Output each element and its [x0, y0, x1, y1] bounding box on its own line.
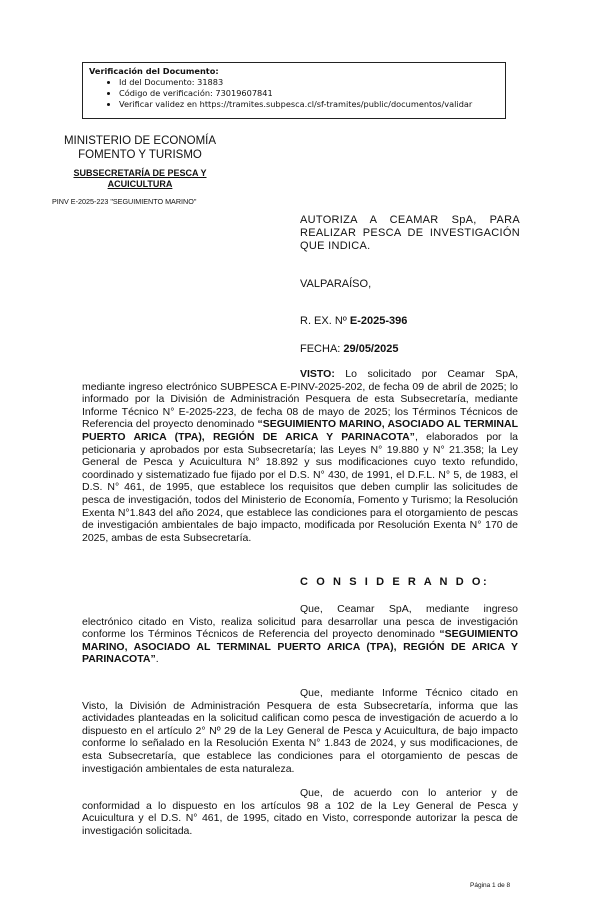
visto-label: VISTO:	[300, 368, 335, 380]
considerando-paragraph-2	[82, 687, 518, 775]
p1-text: Que, Ceamar SpA, mediante ingreso electrónico citado en Visto, realiza solicitud para desarrollar una pesca de investigación conforme los Términos Técnicos de Referencia del proyecto denominado	[82, 603, 518, 641]
p1-end: .	[155, 653, 159, 666]
pinv-reference: PINV E-2025-223 "SEGUIMIENTO MARINO"	[52, 197, 197, 206]
visto-text-b: , elaborados por la peticionaria y aprobados por esta Subsecretaría; las Leyes N° 19.880 y N° 21.358; la Ley General de Pesca y Acuicultura N° 18.892 y sus modificaciones cuyo texto refundido, coordinado y sistematizado fue fijado por el D.S. N° 430, de 1991, el D.F.L. N° 5, de 1983, el D.S. N° 461, de 1995, que establece los requisitos que deben cumplir las solicitudes de pesca de investigación, todos del Ministerio de Economía, Fomento y Turismo; la Resolución Exenta N°1.843 del año 2024, que establece las condiciones para el otorgamiento de pescas de investigación ambientales de bajo impacto, modificada por Resolución Exenta N° 170 de 2025, ambas de esta Subsecretaría.	[82, 430, 519, 544]
resolution-place: VALPARAÍSO,	[300, 278, 372, 290]
ministry-line1: MINISTERIO DE ECONOMÍA	[63, 135, 217, 147]
date-value: 29/05/2025	[343, 343, 399, 355]
considerando-paragraph-3	[82, 787, 518, 837]
ministry-line2: FOMENTO Y TURISMO	[78, 149, 202, 161]
rex-number: E-2025-396	[349, 315, 408, 327]
considerando-paragraph-1	[82, 603, 518, 666]
visto-project: “SEGUIMIENTO MARINO, ASOCIADO AL TERMINAL PUERTO ARICA (TPA), REGIÓN DE ARICA Y PARINACOTA”	[82, 418, 518, 443]
resolution-number	[300, 315, 407, 328]
verification-title: Verificación del Documento:	[89, 66, 219, 76]
subsecretaria-line2: ACUICULTURA	[107, 179, 173, 189]
verification-url[interactable]: • Verificar validez en https://tramites.subpesca.cl/sf-tramites/public/documentos/validar	[119, 99, 505, 110]
resolution-subject: AUTORIZA A CEAMAR SpA, PARA REALIZAR PESCA DE INVESTIGACIÓN QUE INDICA.	[300, 214, 520, 252]
page-number: Página 1 de 8	[470, 882, 511, 889]
subsecretaria-line1: SUBSECRETARÍA DE PESCA Y	[73, 168, 207, 178]
verification-code: • Código de verificación: 73019607841	[119, 88, 505, 99]
visto-paragraph	[82, 368, 518, 544]
resolution-date	[300, 343, 398, 356]
verification-id: • Id del Documento: 31883	[119, 77, 505, 88]
verification-box	[82, 62, 506, 119]
p1-project: “SEGUIMIENTO MARINO, ASOCIADO AL TERMINAL PUERTO ARICA (TPA), REGIÓN DE ARICA Y PARINACOTA”	[82, 628, 518, 666]
p2-text: Que, mediante Informe Técnico citado en Visto, la División de Administración Pesquera de esta Subsecretaría, informa que las actividades planteadas en la solicitud califican como pesca de investigación de acuerdo a lo dispuesto en el artículo 2° Nº 29 de la Ley General de Pesca y Acuicultura, de bajo impacto conforme lo señalado en la Resolución Exenta N° 1.843 de 2024, y sus modificaciones, de esta Subsecretaría, que establece las condiciones para el otorgamiento de pescas de investigación ambientales de esta naturaleza.	[82, 687, 518, 775]
p3-text: Que, de acuerdo con lo anterior y de conformidad a lo dispuesto en los artículos 98 a 102 de la Ley General de Pesca y Acuicultura y el D.S. N° 461, de 1995, citado en Visto, corresponde autorizar la pesca de investigación solicitada.	[82, 787, 518, 837]
subsecretaria-name	[50, 168, 230, 190]
considerando-heading: C O N S I D E R A N D O:	[300, 576, 490, 588]
date-label: FECHA:	[300, 343, 344, 355]
ministry-name	[60, 134, 220, 162]
verification-list	[89, 77, 505, 110]
visto-text-a: Lo solicitado por Ceamar SpA, mediante ingreso electrónico SUBPESCA E-PINV-2025-202, de fecha 09 de abril de 2025; lo informado por la División de Administración Pesquera de esta Subsecretaría, mediante Informe Técnico N° E-2025-223, de fecha 08 de mayo de 2025; los Términos Técnicos de Referencia del proyecto denominado	[82, 368, 518, 431]
rex-label: R. EX. Nº	[300, 315, 350, 327]
